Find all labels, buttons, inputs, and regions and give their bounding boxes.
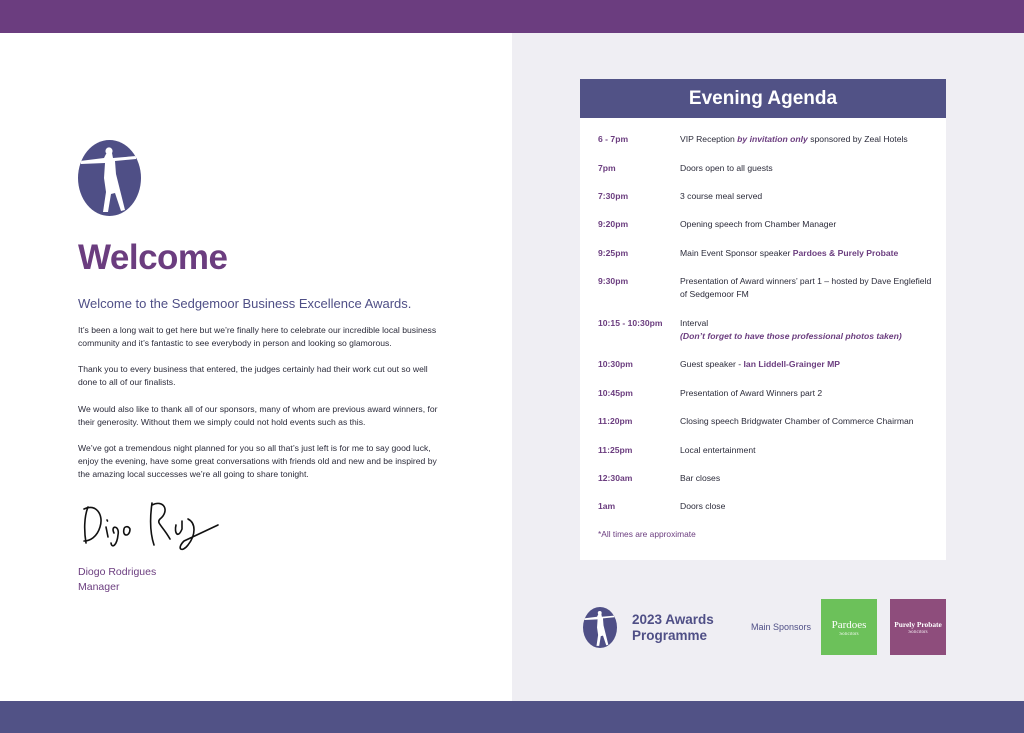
top-banner: [0, 0, 1024, 33]
programme-title: [632, 612, 714, 643]
sponsor-subtitle: Solicitors: [839, 632, 859, 637]
agenda-description: [680, 190, 935, 203]
sponsor-name: Pardoes: [831, 619, 867, 631]
agenda-text: Closing speech Bridgwater Chamber of Commerce Chairman: [680, 416, 914, 426]
agenda-description: [680, 275, 935, 300]
agenda-time: 10:15 - 10:30pm: [598, 318, 663, 328]
agenda-description: [680, 358, 935, 371]
sponsor-name: Purely Probate: [894, 620, 942, 629]
welcome-title: Welcome: [78, 238, 228, 277]
agenda-time: 12:30am: [598, 473, 633, 483]
agenda-description: [680, 247, 935, 260]
agenda-time: 9:20pm: [598, 219, 629, 229]
signature-image: [78, 495, 228, 557]
signatory-role: Manager: [78, 581, 120, 593]
agenda-time: 10:30pm: [598, 359, 633, 369]
agenda-text: Interval: [680, 318, 709, 328]
agenda-time: 11:20pm: [598, 416, 633, 426]
welcome-paragraph: Thank you to every business that entered, the judges certainly had their work cut out so well done to all of our finalists.: [78, 364, 428, 387]
agenda-title: Evening Agenda: [580, 79, 946, 118]
signatory-name: Diogo Rodrigues: [78, 566, 157, 578]
agenda-text: Opening speech from Chamber Manager: [680, 219, 837, 229]
agenda-text: Doors open to all guests: [680, 163, 773, 173]
agenda-description: [680, 415, 935, 428]
agenda-time: 11:25pm: [598, 445, 633, 455]
welcome-subtitle: Welcome to the Sedgemoor Business Excellence Awards.: [78, 296, 412, 311]
agenda-text: 3 course meal served: [680, 191, 763, 201]
agenda-description: [680, 387, 935, 400]
agenda-footnote: *All times are approximate: [598, 529, 696, 539]
agenda-text: Guest speaker -: [680, 359, 744, 369]
welcome-paragraph: It’s been a long wait to get here but we’re finally here to celebrate our incredible local business community and it’s fantastic to see everybody in person and looking so glamorous.: [78, 325, 437, 348]
agenda-text: Pardoes & Purely Probate: [792, 248, 899, 258]
welcome-paragraph: We’ve got a tremendous night planned for you so all that’s just left is for me to say good luck, enjoy the evening, have some great conversations with friends old and new and be inspired by the amazing local successes we’re all going to share tonight.: [78, 443, 437, 479]
sponsor-subtitle: Solicitors: [908, 630, 928, 635]
pardoes-logo: [821, 599, 877, 655]
agenda-text: Local entertainment: [680, 445, 756, 455]
agenda-time: 10:45pm: [598, 388, 633, 398]
programme-title-line: Programme: [632, 627, 708, 643]
chamber-logo-icon: [78, 140, 141, 216]
chamber-logo-icon: [583, 607, 617, 648]
agenda-time: 9:25pm: [598, 248, 629, 258]
agenda-description: [680, 500, 935, 513]
agenda-description: [680, 472, 935, 485]
agenda-text: Main Event Sponsor speaker: [680, 248, 793, 258]
agenda-text: Doors close: [680, 501, 726, 511]
welcome-paragraph: We would also like to thank all of our sponsors, many of whom are previous award winners, for their generosity. Without them we simply could not hold events such as this.: [78, 404, 438, 427]
purely-probate-logo: [890, 599, 946, 655]
agenda-text: Presentation of Award winners’ part 1 – hosted by Dave Englefield of Sedgemoor FM: [680, 276, 932, 299]
agenda-text: by invitation only: [737, 134, 808, 144]
agenda-card: [580, 79, 946, 560]
agenda-description: [680, 317, 935, 342]
agenda-time: 1am: [598, 501, 616, 511]
agenda-time: 7:30pm: [598, 191, 629, 201]
agenda-description: [680, 218, 935, 231]
agenda-note: (Don’t forget to have those professional photos taken): [680, 330, 902, 341]
agenda-text: Presentation of Award Winners part 2: [680, 388, 823, 398]
agenda-text: Bar closes: [680, 473, 721, 483]
agenda-text: sponsored by Zeal Hotels: [807, 134, 908, 144]
programme-title-line: 2023 Awards: [632, 612, 714, 627]
agenda-text: Ian Liddell-Grainger MP: [743, 359, 840, 369]
agenda-description: [680, 444, 935, 457]
agenda-time: 6 - 7pm: [598, 134, 629, 144]
main-sponsors-label: Main Sponsors: [751, 622, 812, 632]
bottom-banner: [0, 701, 1024, 733]
agenda-description: [680, 162, 935, 175]
agenda-time: 9:30pm: [598, 276, 629, 286]
agenda-text: VIP Reception: [680, 134, 738, 144]
agenda-description: [680, 133, 935, 146]
agenda-time: 7pm: [598, 163, 616, 173]
